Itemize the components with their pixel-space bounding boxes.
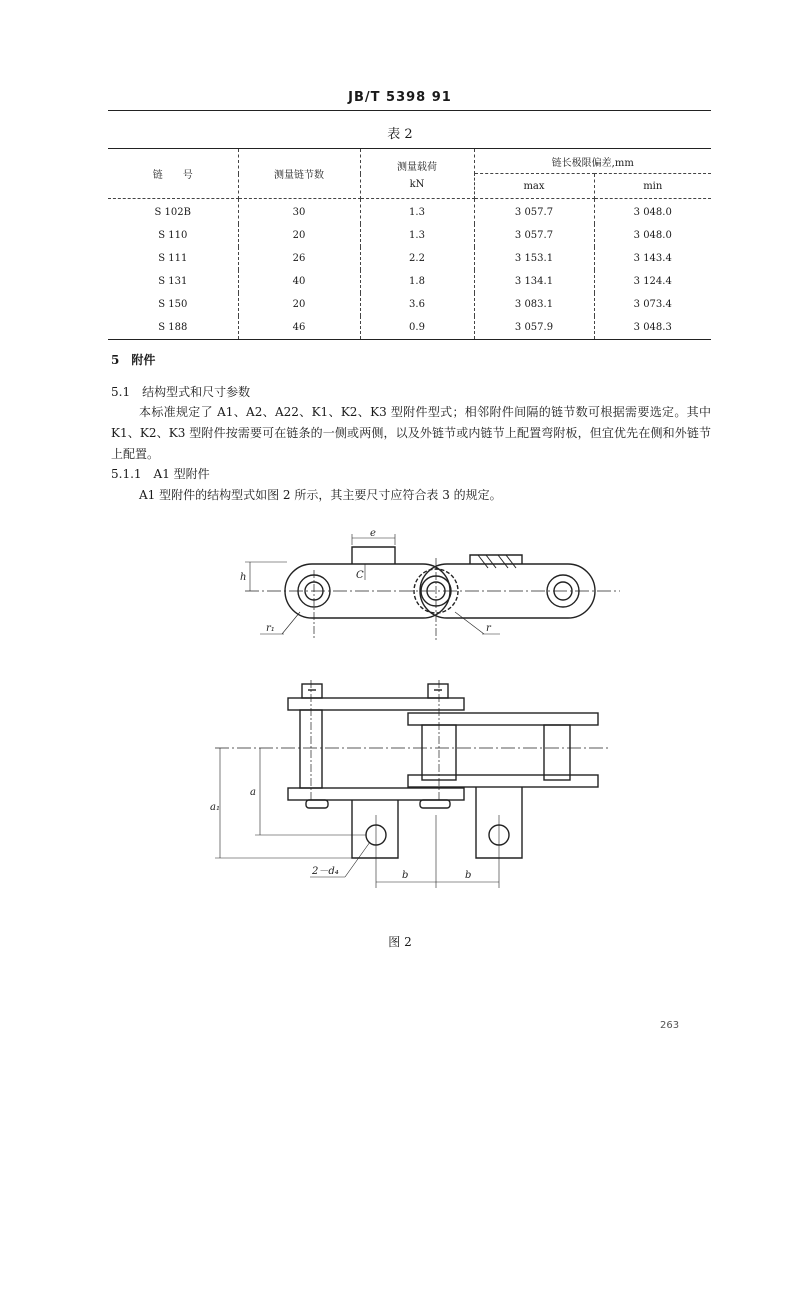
hatched-attachment [478, 555, 516, 568]
cell-min: 3 048.0 [633, 207, 672, 218]
cell-max: 3 153.1 [474, 247, 594, 270]
cell-links: 26 [238, 247, 360, 270]
cell-chain-no: S 188 [108, 316, 238, 340]
cell-links: 20 [238, 224, 360, 247]
cell-links: 20 [238, 293, 360, 316]
label-r: r [486, 623, 491, 634]
standard-code-header: JB/T 5398 91 [348, 90, 452, 105]
cell-load: 1.8 [360, 270, 474, 293]
cell-max: 3 057.7 [474, 199, 594, 225]
cell-chain-no: S 111 [108, 247, 238, 270]
cell-load: 0.9 [360, 316, 474, 340]
label-r1: r₁ [266, 623, 275, 634]
cell-links: 46 [238, 316, 360, 340]
cell-max: 3 057.7 [474, 224, 594, 247]
header-measuring-load-label: 测量载荷 [397, 161, 437, 173]
figure-caption: 图 2 [388, 935, 412, 949]
label-h: h [240, 572, 247, 583]
cell-load: 1.3 [360, 199, 474, 225]
header-max: max [474, 174, 594, 199]
cell-min: 3 073.4 [633, 299, 672, 310]
section-5-1-1-heading: 5.1.1 A1 型附件 [111, 467, 210, 481]
header-chain-no: 链 号 [108, 149, 238, 199]
header-load-unit: kN [409, 178, 425, 190]
cell-max: 3 134.1 [474, 270, 594, 293]
cell-min: 3 143.4 [633, 253, 672, 264]
section-5-heading: 5 附件 [111, 353, 156, 367]
label-e: e [370, 528, 376, 539]
label-b-1: b [402, 870, 409, 881]
table-caption: 表 2 [387, 127, 413, 142]
label-a1: a₁ [210, 802, 220, 813]
section-5-1-heading: 5.1 结构型式和尺寸参数 [111, 385, 251, 399]
label-a: a [250, 787, 256, 798]
cell-max: 3 057.9 [474, 316, 594, 340]
label-b-2: b [465, 870, 472, 881]
cell-load: 1.3 [360, 224, 474, 247]
cell-chain-no: S 131 [108, 270, 238, 293]
chain-plan-view [215, 680, 610, 888]
chain-side-view [245, 534, 620, 640]
cell-chain-no: S 102B [108, 199, 238, 225]
cell-links: 40 [238, 270, 360, 293]
cell-min: 3 048.0 [633, 230, 672, 241]
label-d4: 2－d₄ [312, 866, 339, 877]
cell-load: 3.6 [360, 293, 474, 316]
cell-min: 3 124.4 [633, 276, 672, 287]
cell-min: 3 048.3 [633, 322, 672, 333]
header-measured-links: 测量链节数 [238, 149, 360, 199]
header-min: min [594, 174, 711, 199]
cell-links: 30 [238, 199, 360, 225]
cell-load: 2.2 [360, 247, 474, 270]
cell-chain-no: S 110 [108, 224, 238, 247]
cell-chain-no: S 150 [108, 293, 238, 316]
page-number: 263 [660, 1020, 680, 1031]
section-5-1-paragraph: 本标准规定了 A1、A2、A22、K1、K2、K3 型附件型式；相邻附件间隔的链节数可根据需要选定。其中 K1、K2、K3 型附件按需要可在链条的一侧或两侧，以及外链节或内链节上配置弯附板，但宜优先在侧和外链节上配置。 [111, 405, 711, 461]
section-5-1-1-paragraph: A1 型附件的结构型式如图 2 所示，其主要尺寸应符合表 3 的规定。 [139, 488, 502, 502]
cell-max: 3 083.1 [474, 293, 594, 316]
header-deviation: 链长极限偏差,mm [474, 149, 711, 174]
label-c: C [356, 570, 364, 581]
